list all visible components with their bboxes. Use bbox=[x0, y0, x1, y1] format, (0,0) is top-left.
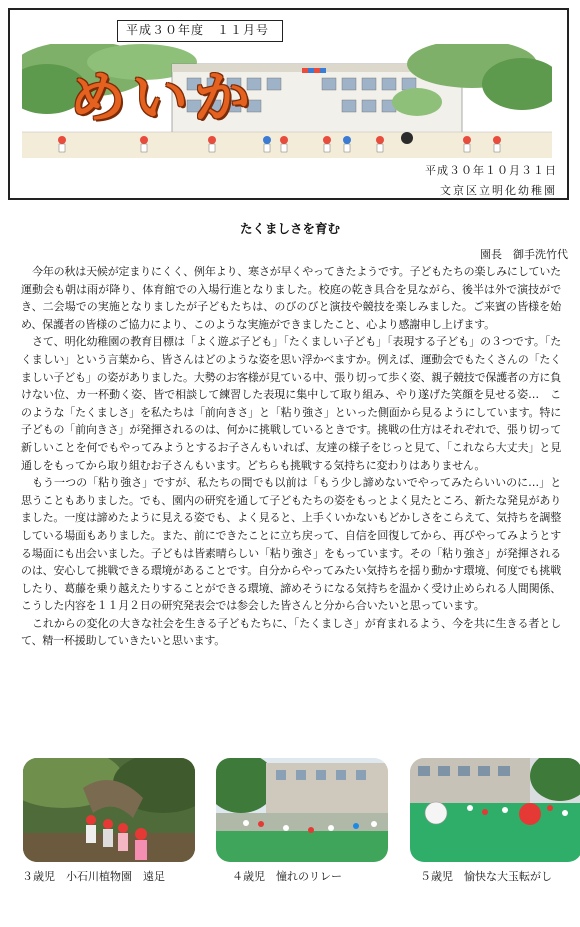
issue-label: 平成３０年度 １１月号 bbox=[117, 20, 283, 42]
photo-big-ball-rolling bbox=[410, 758, 580, 862]
photo-botanical-garden bbox=[23, 758, 195, 862]
photo-caption: ３歳児 小石川植物園 遠足 bbox=[22, 870, 165, 883]
newsletter-title: めいか bbox=[70, 65, 256, 131]
publish-date: 平成３０年１０月３１日 bbox=[425, 164, 557, 177]
school-name: 文京区立明化幼稚園 bbox=[440, 184, 557, 197]
article-body bbox=[21, 263, 561, 650]
masthead-banner bbox=[8, 8, 569, 200]
article-author: 園長 御手洗竹代 bbox=[480, 248, 568, 261]
paragraph: これからの変化の大きな社会を生きる子どもたちに、「たくましさ」が育まれるよう、今を共に生きる者として、精一杯援助していきたいと思います。 bbox=[21, 616, 561, 648]
photo-caption: ５歳児 愉快な大玉転がし bbox=[420, 870, 552, 883]
photo-caption: ４歳児 憧れのリレー bbox=[232, 870, 342, 883]
paragraph: さて、明化幼稚園の教育目標は「よく遊ぶ子ども」「たくましい子ども」「表現する子ども」の３つです。「たくましい」という言葉から、皆さんはどのような姿を思い浮かべますか。例えば、運動会でもたくさんの「たくましい子ども」の姿がありました。大勢のお客様が見ている中、張り切って歩く姿、親子競技で保護者の方に負けない位、カ一杯動く姿、皆で相談して練習した表現に集中して取り組み、やり遂げた笑顔を見せる姿… このような「たくましさ」を私たちは「前向きさ」と「粘り強さ」といった側面から見るようにしています。特に子どもの「前向きさ」が発揮されるのは、何かに挑戦しているときです。挑戦の仕方はそれぞれで、張り切って新しいことを何でもやってみようとするお子さんもいれば、友達の様子をじっと見て、「これなら大丈夫」と見通しをもってから取り組むお子さんもいます。どちらも挑戦する気持ちに変わりはありません。 bbox=[21, 335, 561, 472]
paragraph: 今年の秋は天候が定まりにくく、例年より、寒さが早くやってきたようです。子どもたちの楽しみにしていた運動会も朝は雨が降り、体育館での入場行進となりました。校庭の乾き具合を見ながら、後半は外で演技ができ、二会場での実施となりましたが子どもたちは、のびのびと演技や競技を楽しみました。ご来賓の皆様を始め、保護者の皆様のご協力により、このような実施ができましたこと、心より感謝申し上げます。 bbox=[21, 265, 561, 331]
photo-relay-race bbox=[216, 758, 388, 862]
article-title: たくましさを育む bbox=[239, 221, 340, 236]
paragraph: もう一つの「粘り強さ」ですが、私たちの間でも以前は「もう少し諦めないでやってみたらいいのに…」と思うこともありました。でも、園内の研究を通して子どもたちの姿をもっとよく見たところ、新たな発見がありました。一度は諦めたように見える姿でも、よく見ると、上手くいかないもどかしさをこらえて、気持ちを調整している場面もありました。また、前にできたことに立ち戻って、自信を回復してから、再びやってみようとする場面にも出会いました。子どもは皆素晴らしい「粘り強さ」をもっています。その「粘り強さ」が発揮されるのは、安心して挑戦できる環境があることです。自分からやってみたい気持ちを揺り動かす環境、何度でも挑戦したり、葛藤を乗り越えたりすることができる環境、諦めそうになる気持ちを温かく受け止められる人間関係、こうした内容を１１月２日の研究発表会では参会した皆さんと分から合いたいと思っています。 bbox=[21, 476, 561, 613]
